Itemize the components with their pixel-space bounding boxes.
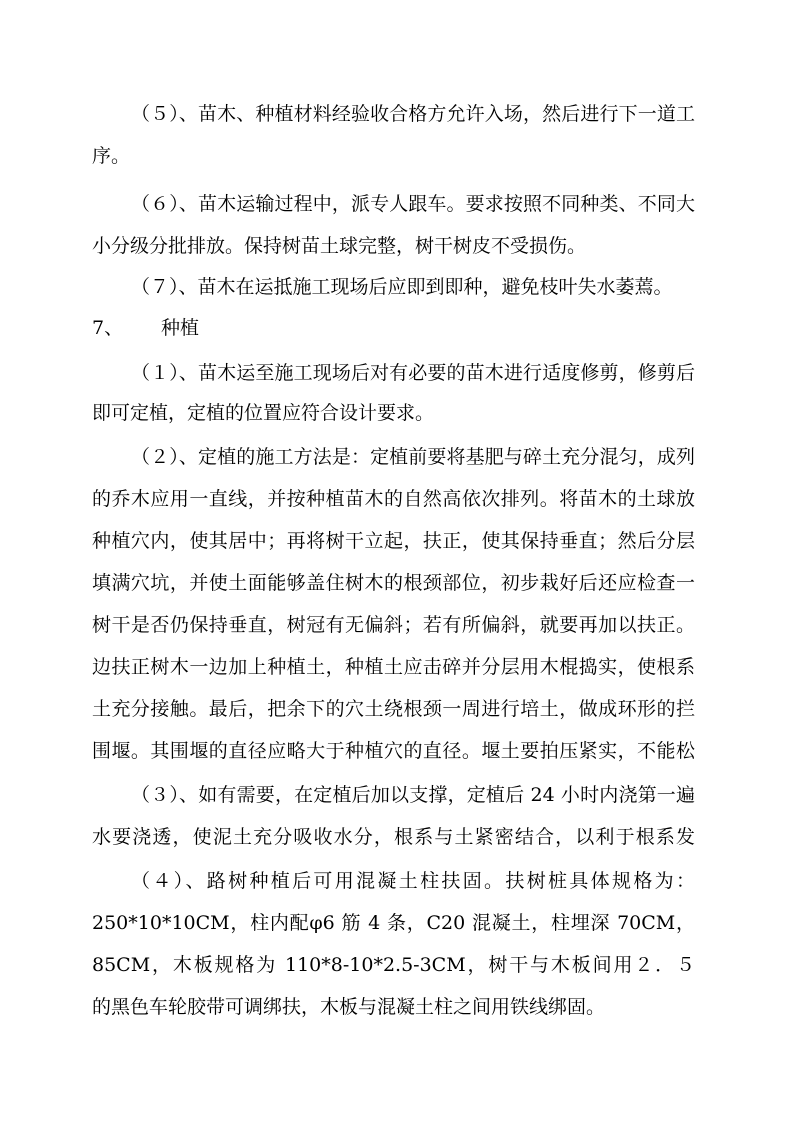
planting-paragraph-4-line-3: 85CM，木板规格为 110*8-10*2.5-3CM，树干与木板间用２．５ [92,954,695,976]
planting-paragraph-1-line-2: 即可定植，定植的位置应符合设计要求。 [92,402,435,424]
planting-paragraph-3-line-2: 水要浇透，使泥土充分吸收水分，根系与土紧密结合，以利于根系发 [92,826,695,848]
planting-paragraph-2-line-5: 树干是否仍保持垂直，树冠有无偏斜；若有所偏斜，就要再加以扶正。 [92,614,695,636]
planting-paragraph-1-line-1: （１）、苗木运至施工现场后对有必要的苗木进行适度修剪，修剪后 [131,362,695,384]
section-heading [0,307,793,349]
planting-paragraph-2-line-7: 土充分接触。最后，把余下的穴土绕根颈一周进行培土，做成环形的拦 [92,698,695,720]
section-title: 种植 [161,317,200,339]
planting-paragraph-3-line-1: （３）、如有需要，在定植后加以支撑，定植后 24 小时内浇第一遍 [131,784,695,806]
paragraph-5-line-1: （５）、苗木、种植材料经验收合格方允许入场，然后进行下一道工 [131,103,695,125]
paragraph-5-line-2: 序。 [92,145,131,167]
section-number: 7、 [92,317,124,339]
planting-paragraph-2-line-4: 填满穴坑，并使土面能够盖住树木的根颈部位，初步栽好后还应检查一 [92,572,695,594]
paragraph-7-line-1: （７）、苗木在运抵施工现场后应即到即种，避免枝叶失水萎蔫。 [131,276,673,298]
planting-paragraph-2-line-6: 边扶正树木一边加上种植土，种植土应击碎并分层用木棍捣实，使根系 [92,656,695,678]
planting-paragraph-4-line-4: 的黑色车轮胶带可调绑扶，木板与混凝土柱之间用铁线绑固。 [92,996,606,1018]
paragraph-6-line-1: （６）、苗木运输过程中，派专人跟车。要求按照不同种类、不同大 [131,193,695,215]
planting-paragraph-2-line-3: 种植穴内，使其居中；再将树干立起，扶正，使其保持垂直；然后分层 [92,530,695,552]
planting-paragraph-2-line-2: 的乔木应用一直线，并按种植苗木的自然高依次排列。将苗木的土球放 [92,488,695,510]
planting-paragraph-2-line-8: 围堰。其围堰的直径应略大于种植穴的直径。堰土要拍压紧实，不能松 [92,740,695,762]
planting-paragraph-4-line-1: （４）、路树种植后可用混凝土柱扶固。扶树桩具体规格为： [131,870,695,892]
planting-paragraph-2-line-1: （２）、定植的施工方法是：定植前要将基肥与碎土充分混匀，成列 [131,446,695,468]
paragraph-6-line-2: 小分级分批排放。保持树苗土球完整，树干树皮不受损伤。 [92,235,587,257]
planting-paragraph-4-line-2: 250*10*10CM，柱内配φ6 筋 4 条，C20 混凝土，柱埋深 70CM， [92,912,695,934]
